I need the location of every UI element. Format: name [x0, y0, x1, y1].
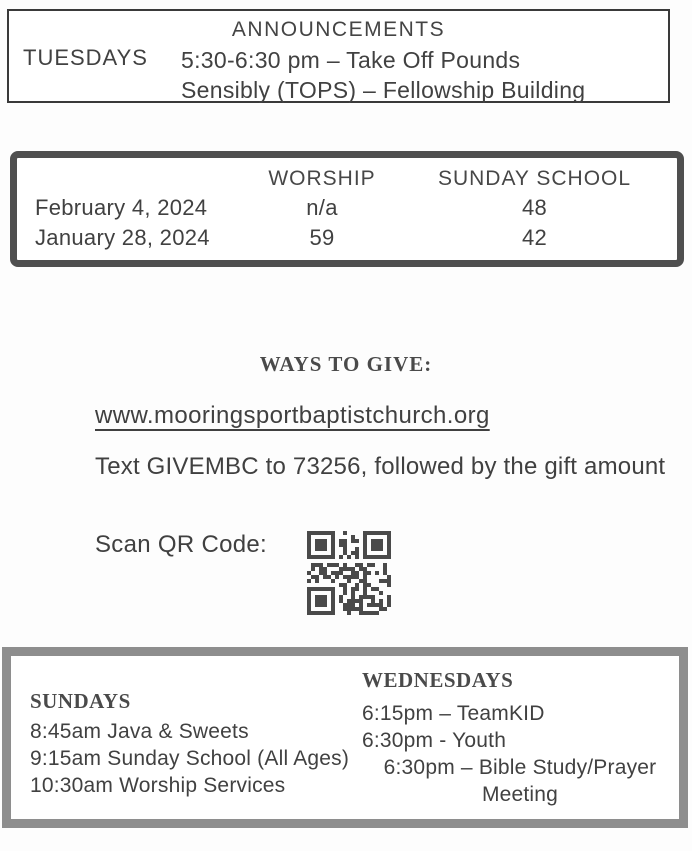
attendance-row-sunday-school: 48	[521, 195, 548, 220]
announcement-detail	[181, 45, 585, 105]
qr-code-icon	[307, 531, 391, 615]
sunday-schedule-item: 8:45am Java & Sweets	[30, 720, 249, 743]
sundays-column	[30, 689, 349, 799]
announcement-entry	[9, 45, 668, 105]
sunday-schedule-item: 10:30am Worship Services	[30, 774, 286, 797]
scan-qr-code-label: Scan QR Code:	[95, 531, 267, 558]
announcement-line-1: 5:30-6:30 pm – Take Off Pounds	[181, 47, 521, 73]
ways-to-give-heading: WAYS TO GIVE:	[259, 352, 433, 376]
attendance-row-date: February 4, 2024	[35, 195, 208, 220]
attendance-row-date: January 28, 2024	[35, 225, 210, 250]
attendance-header-blank	[17, 167, 237, 191]
wednesday-schedule-item: 6:15pm – TeamKID	[362, 702, 545, 725]
wednesdays-heading: WEDNESDAYS	[362, 668, 514, 692]
announcement-day-label: TUESDAYS	[23, 45, 148, 70]
church-website-url: www.mooringsportbaptistchurch.org	[95, 402, 490, 429]
attendance-table	[17, 167, 677, 251]
sunday-schedule-item: 9:15am Sunday School (All Ages)	[30, 747, 350, 770]
announcement-line-2: Sensibly (TOPS) – Fellowship Building	[181, 77, 586, 103]
attendance-header-sunday-school: SUNDAY SCHOOL	[437, 167, 632, 190]
attendance-row-worship: n/a	[306, 195, 338, 220]
weekly-schedule-box	[2, 647, 688, 828]
announcements-title: ANNOUNCEMENTS	[231, 18, 446, 41]
announcements-box	[7, 9, 670, 103]
sundays-heading: SUNDAYS	[30, 689, 131, 713]
attendance-row-sunday-school: 42	[521, 225, 548, 250]
attendance-box	[10, 151, 684, 267]
attendance-header-worship: WORSHIP	[268, 167, 376, 190]
wednesday-schedule-item: 6:30pm - Youth	[362, 729, 507, 752]
wednesday-schedule-item: 6:30pm – Bible Study/Prayer Meeting	[383, 756, 657, 806]
wednesdays-column	[362, 668, 678, 808]
text-to-give-instruction: Text GIVEMBC to 73256, followed by the gift amount	[95, 453, 666, 480]
attendance-row-worship: 59	[309, 225, 335, 250]
